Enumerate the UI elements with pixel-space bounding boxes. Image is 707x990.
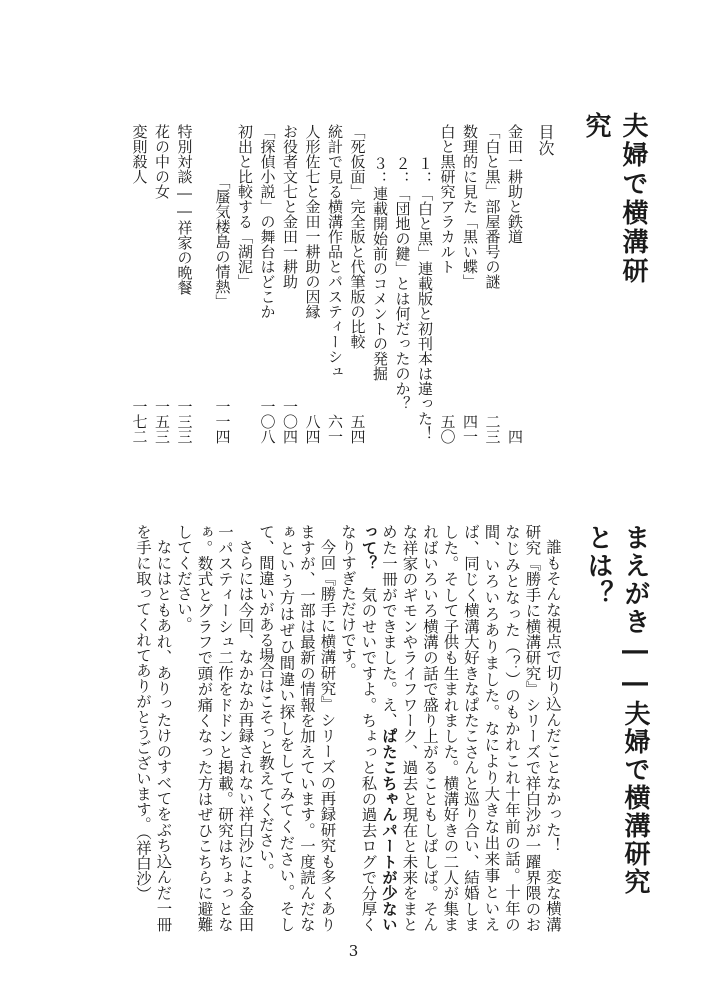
toc-entry-title: お役者文七と金田一耕助 (281, 124, 299, 289)
toc-entry-page: 八四 (303, 414, 322, 444)
toc-entry-10 (281, 124, 298, 444)
toc-entry-title: 白と黒研究アラカルト (438, 124, 457, 274)
toc-entry-page: 六一 (326, 414, 344, 444)
preface-paragraph-4: なにはともあれ、ありったけのすべてをぶち込んだ一冊を手に取ってくれてありがとうございます。（祥白沙） (134, 524, 173, 932)
preface-paragraph-3: さらには今回、なかなか再録されない祥白沙による金田一パスティーシュ二作をドドンと掲載。研究はちょっとなぁ。数式とグラフで頭が痛くなった方はぜひこちらに避難してください。 (175, 524, 255, 932)
toc-entry-page: 四 (506, 429, 524, 444)
toc-entry-page: 一〇八 (258, 399, 277, 444)
toc-heading: 目次 (536, 124, 555, 156)
toc-entry-1 (484, 124, 501, 444)
preface-text: 気のせいですよ。ちょっと私の過去ログで分厚くなりすぎただけです。 (339, 524, 378, 933)
toc-entry-title: 花の中の女 (153, 124, 171, 199)
toc-entry-12 (236, 124, 253, 444)
toc-entry-title: 「白と黒」部屋番号の謎 (483, 124, 502, 289)
toc-entry-title: 初出と比較する「湖泥」 (236, 124, 254, 289)
preface-paragraph-1 (338, 524, 564, 932)
toc-entry-title: 特別対談――祥家の晩餐 (175, 124, 194, 295)
toc-entry-title: 「蜃気楼島の情熱」 (213, 174, 232, 309)
toc-entry-page: 一三三 (175, 399, 194, 444)
toc-entry-15 (153, 124, 170, 444)
toc-entry-page: 一一四 (213, 399, 232, 444)
toc-entry-4 (416, 124, 433, 444)
table-of-contents (131, 124, 524, 444)
toc-entry-8 (326, 124, 343, 444)
toc-entry-page: 一五三 (153, 399, 171, 444)
toc-entry-title: 変則殺人 (130, 124, 149, 184)
toc-entry-title: 数理的に見た「黒い蝶」 (461, 124, 479, 289)
page-number: 3 (348, 942, 359, 960)
preface-text: 誰もそんな視点で切り込んだことなかった！ 変な横溝研究『勝手に横溝研究』シリーズで祥白沙が一躍界隈のおなじみとなった（？）のもかれこれ十年前の話。十年の間、いろいろありました。なにより大きな出来事といえば、同じく横溝大好きなぱたこさんと巡り合い、結婚しました。そして子供も生まれました。横溝好きの二人が集まればいろいろ横溝の話で盛り上がることもしばしば。そんな祥家のギモンやライフワーク、過去と現在と未来をまとめた一冊ができました。え、 (380, 524, 562, 932)
toc-entry-title: 統計で見る横溝作品とパスティーシュ (326, 124, 344, 379)
toc-entry-page: 一七二 (130, 399, 149, 444)
toc-entry-11 (259, 124, 276, 444)
toc-entry-16 (131, 124, 148, 444)
toc-entry-0 (506, 124, 523, 444)
toc-entry-title: １：「白と黒」連載版と初刊本は違った！ (416, 156, 434, 441)
preface-body (133, 524, 564, 932)
toc-entry-page: 四一 (461, 414, 479, 444)
toc-entry-page: 一〇四 (281, 399, 299, 444)
toc-entry-14 (176, 124, 193, 444)
toc-entry-title: ３：連載開始前のコメントの発掘 (371, 156, 389, 381)
toc-entry-3 (439, 124, 456, 444)
toc-entry-page: 二三 (483, 414, 502, 444)
toc-entry-title: 「探偵小説」の舞台はどこか (258, 124, 277, 319)
toc-entry-2 (461, 124, 478, 444)
toc-entry-title: 人形佐七と金田一耕助の因縁 (303, 124, 322, 319)
toc-entry-6 (371, 124, 388, 444)
toc-entry-page: 五四 (348, 414, 367, 444)
preface-emphasis: ぱたこちゃんパートが少ないって？ (359, 524, 398, 933)
toc-gap (198, 124, 208, 444)
preface-title: まえがき――夫婦で横溝研究とは？ (583, 524, 650, 896)
toc-entry-title: 「死仮面」完全版と代筆版の比較 (348, 124, 367, 349)
toc-entry-9 (304, 124, 321, 444)
toc-entry-7 (349, 124, 366, 444)
toc-entry-page: 五〇 (438, 414, 457, 444)
toc-entry-5 (394, 124, 411, 444)
toc-entry-title: 金田一耕助と鉄道 (506, 124, 524, 244)
toc-entry-title: ２：「団地の鍵」とは何だったのか？ (393, 156, 412, 411)
book-title: 夫婦で横溝研究 (581, 112, 648, 286)
preface-paragraph-2: 今回『勝手に横溝研究』シリーズの再録研究も多くありますが、一部は最新の情報を加えています。一度読んだなぁという方はぜひ間違い探しをしてみてください。そして、間違いがある場合はこそっと教えてください。 (257, 524, 337, 932)
toc-entry-13 (214, 124, 231, 444)
